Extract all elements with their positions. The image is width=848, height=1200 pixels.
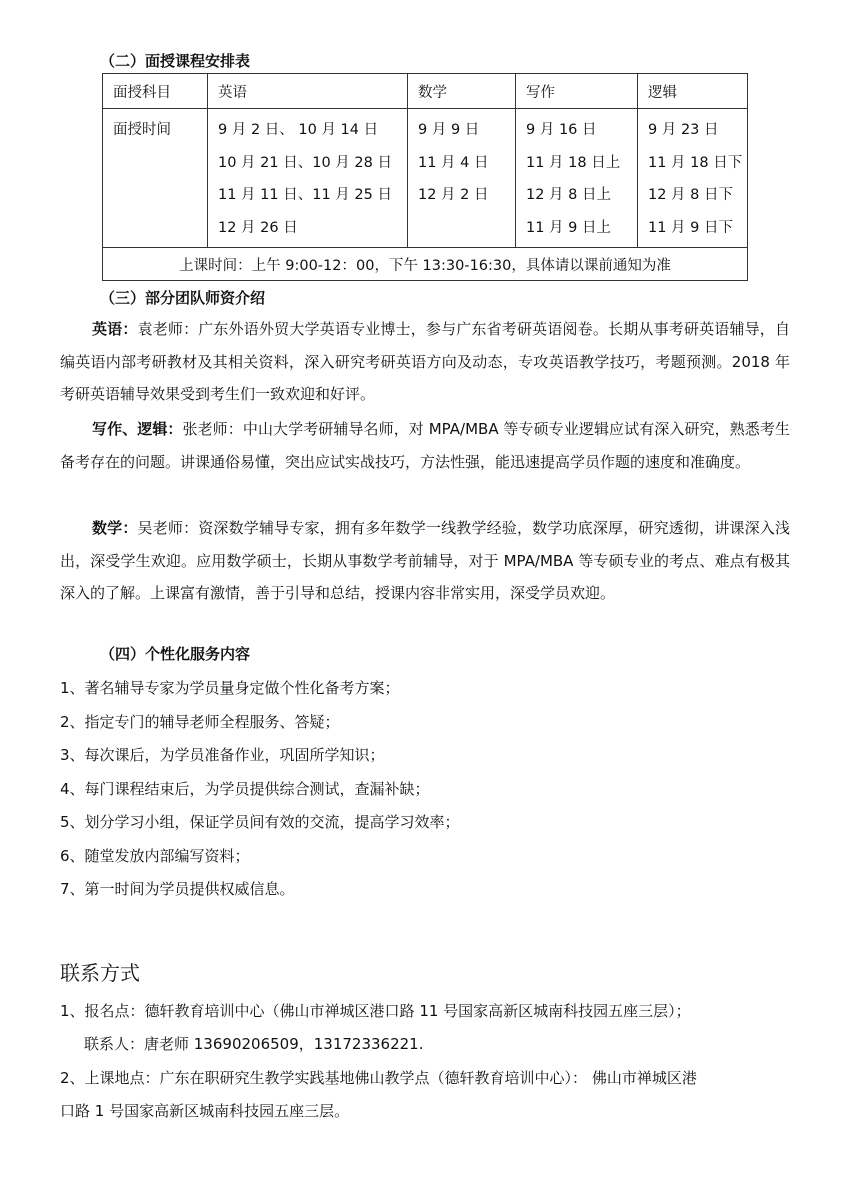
math-dates-cell	[408, 109, 516, 248]
writing-dates-cell	[516, 109, 638, 248]
contact-title: 联系方式	[60, 961, 140, 985]
service-item: 3、每次课后，为学员准备作业，巩固所学知识；	[60, 746, 385, 764]
logic-date: 11 月 18 日下	[648, 154, 743, 171]
service-item: 2、指定专门的辅导老师全程服务、答疑；	[60, 713, 340, 731]
schedule-heading: （二）面授课程安排表	[100, 52, 251, 70]
subject-label-writing-logic: 写作、逻辑：	[92, 420, 183, 438]
contact-registration: 1、报名点：德轩教育培训中心（佛山市禅城区港口路 11 号国家高新区城南科技园五座三层）；	[60, 1002, 691, 1020]
service-item: 5、划分学习小组，保证学员间有效的交流，提高学习效率；	[60, 813, 460, 831]
service-item: 6、随堂发放内部编写资料；	[60, 847, 250, 865]
logic-date: 11 月 9 日下	[648, 219, 734, 236]
header-cell-writing: 写作	[516, 74, 638, 109]
math-date: 12 月 2 日	[418, 187, 489, 203]
math-date: 9 月 9 日	[418, 122, 480, 138]
service-item: 4、每门课程结束后，为学员提供综合测试，查漏补缺；	[60, 780, 430, 798]
schedule-table	[102, 73, 748, 281]
contact-class-location: 2、上课地点：广东在职研究生教学实践基地佛山教学点（德轩教育培训中心）： 佛山市禅城区港	[60, 1069, 697, 1087]
service-item: 1、著名辅导专家为学员量身定做个性化备考方案；	[60, 679, 400, 697]
class-time-note: 上课时间：上午 9:00-12：00，下午 13:30-16:30，具体请以课前通知为准	[103, 248, 748, 281]
writing-date: 12 月 8 日上	[526, 187, 612, 203]
contact-person: 联系人：唐老师 13690206509，13172336221.	[84, 1035, 424, 1053]
english-date: 9 月 2 日、 10 月 14 日	[218, 122, 379, 138]
subject-label-english: 英语：	[92, 320, 138, 338]
row-label: 面授时间	[113, 122, 171, 138]
teacher-english-text: 袁老师：广东外语外贸大学英语专业博士，参与广东省考研英语阅卷。长期从事考研英语辅导，自编英语内部考研教材及其相关资料，深入研究考研英语方向及动态，专攻英语教学技巧，考题预测。2018 年考研英语辅导效果受到考生们一致欢迎和好评。	[60, 320, 790, 403]
schedule-header-row	[103, 74, 748, 109]
english-date: 10 月 21 日、10 月 28 日	[218, 154, 392, 171]
team-heading: （三）部分团队师资介绍	[100, 289, 266, 307]
logic-dates-cell	[638, 109, 748, 248]
header-cell-english: 英语	[208, 74, 408, 109]
schedule-note-row	[103, 248, 748, 281]
writing-date: 11 月 18 日上	[526, 154, 621, 171]
row-label-cell	[103, 109, 208, 248]
contact-class-location-cont: 口路 1 号国家高新区城南科技园五座三层。	[60, 1102, 350, 1120]
header-cell-math: 数学	[408, 74, 516, 109]
english-dates-cell	[208, 109, 408, 248]
schedule-time-row	[103, 109, 748, 248]
english-date: 12 月 26 日	[218, 219, 298, 236]
teacher-writing-logic-paragraph	[60, 413, 790, 478]
teacher-writing-logic-text: 张老师：中山大学考研辅导名师，对 MPA/MBA 等专硕专业逻辑应试有深入研究，熟悉考生备考存在的问题。讲课通俗易懂，突出应试实战技巧，方法性强，能迅速提高学员作题的速度和准确度。	[60, 420, 790, 471]
writing-date: 11 月 9 日上	[526, 219, 612, 236]
header-cell-logic: 逻辑	[638, 74, 748, 109]
service-item: 7、第一时间为学员提供权威信息。	[60, 880, 295, 898]
math-date: 11 月 4 日	[418, 154, 489, 171]
english-date: 11 月 11 日、11 月 25 日	[218, 187, 392, 203]
header-cell-subject: 面授科目	[103, 74, 208, 109]
services-heading: （四）个性化服务内容	[100, 645, 251, 663]
teacher-math-text: 吴老师：资深数学辅导专家，拥有多年数学一线教学经验，数学功底深厚，研究透彻，讲课深入浅出，深受学生欢迎。应用数学硕士，长期从事数学考前辅导，对于 MPA/MBA 等专硕专业的考点、难点有极其深入的了解。上课富有激情，善于引导和总结，授课内容非常实用，深受学员欢迎。	[60, 519, 790, 602]
writing-date: 9 月 16 日	[526, 122, 597, 138]
subject-label-math: 数学：	[92, 519, 138, 537]
teacher-math-paragraph	[60, 512, 790, 610]
teacher-english-paragraph	[60, 313, 790, 411]
logic-date: 9 月 23 日	[648, 122, 719, 138]
logic-date: 12 月 8 日下	[648, 187, 734, 203]
